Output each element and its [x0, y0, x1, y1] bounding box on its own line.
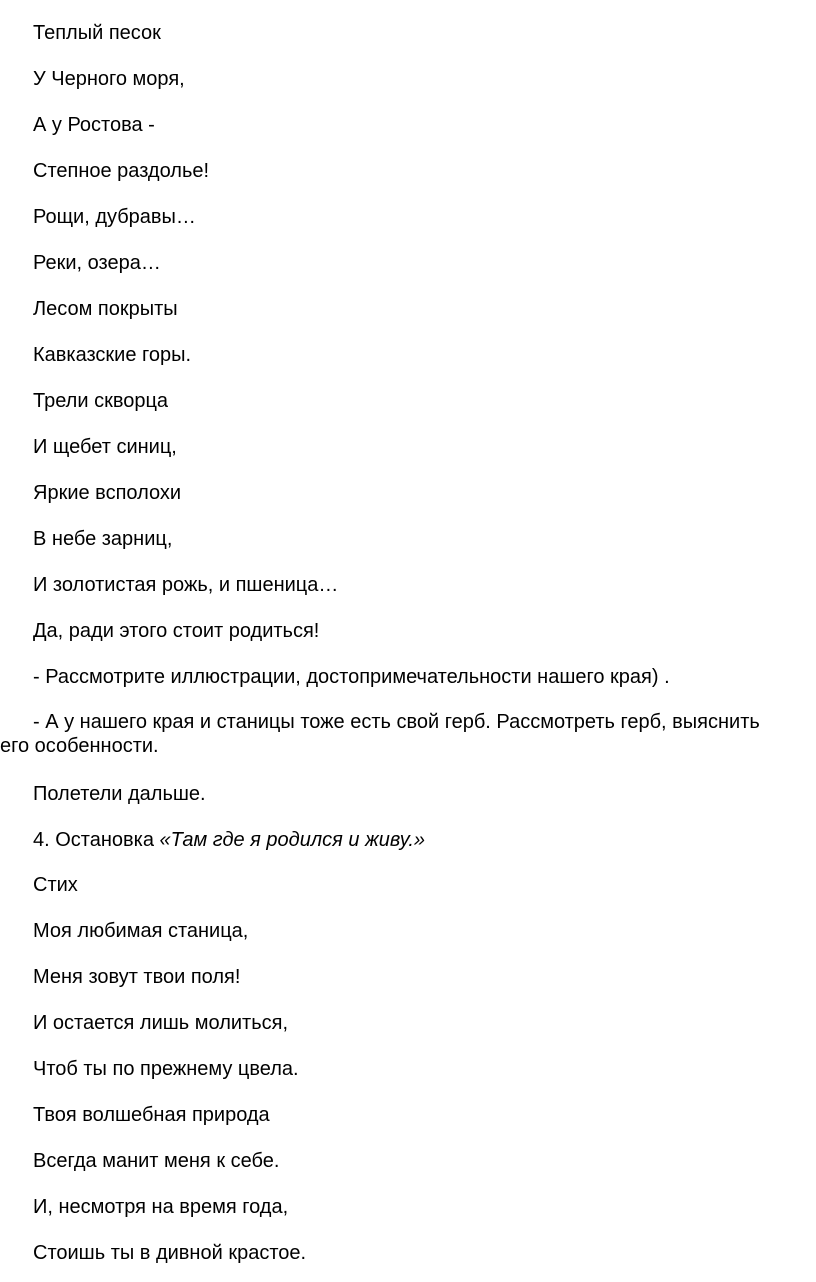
text-line: И щебет синиц, [33, 436, 177, 458]
text-line: - Рассмотрите иллюстрации, достопримечательности нашего края) . [33, 666, 670, 688]
stop-prefix: 4. Остановка [33, 829, 160, 851]
poem-line: Твоя волшебная природа [33, 1104, 270, 1126]
text-line: Кавказские горы. [33, 344, 192, 366]
text-line: Полетели дальше. [33, 783, 206, 805]
stop-title: «Там где я родился и живу.» [159, 829, 426, 851]
text-line: А у Ростова - [33, 114, 155, 136]
text-line: Трели скворца [33, 390, 169, 412]
text-line: Да, ради этого стоит родиться! [33, 620, 320, 642]
poem-line: Меня зовут твои поля! [33, 966, 241, 988]
poem-line: И остается лишь молиться, [33, 1012, 288, 1034]
poem-line: Всегда манит меня к себе. [33, 1150, 280, 1172]
stop-heading [33, 828, 425, 852]
text-line: Теплый песок [33, 22, 161, 44]
poem-label: Стих [33, 874, 78, 896]
emblem-paragraph: - А у нашего края и станицы тоже есть свой герб. Рассмотреть герб, выяснить его особенности. [0, 711, 760, 757]
text-line: У Черного моря, [33, 68, 185, 90]
poem-line: Моя любимая станица, [33, 920, 249, 942]
text-line: Реки, озера… [33, 252, 161, 274]
text-line: Рощи, дубравы… [33, 206, 196, 228]
text-line: И золотистая рожь, и пшеница… [33, 574, 339, 596]
text-line: Степное раздолье! [33, 160, 210, 182]
text-line: Лесом покрыты [33, 298, 178, 320]
poem-line: Чтоб ты по прежнему цвела. [33, 1058, 299, 1080]
poem-line: Стоишь ты в дивной крастое. [33, 1242, 307, 1264]
poem-line: И, несмотря на время года, [33, 1196, 289, 1218]
text-line: В небе зарниц, [33, 528, 173, 550]
text-line: Яркие всполохи [33, 482, 182, 504]
